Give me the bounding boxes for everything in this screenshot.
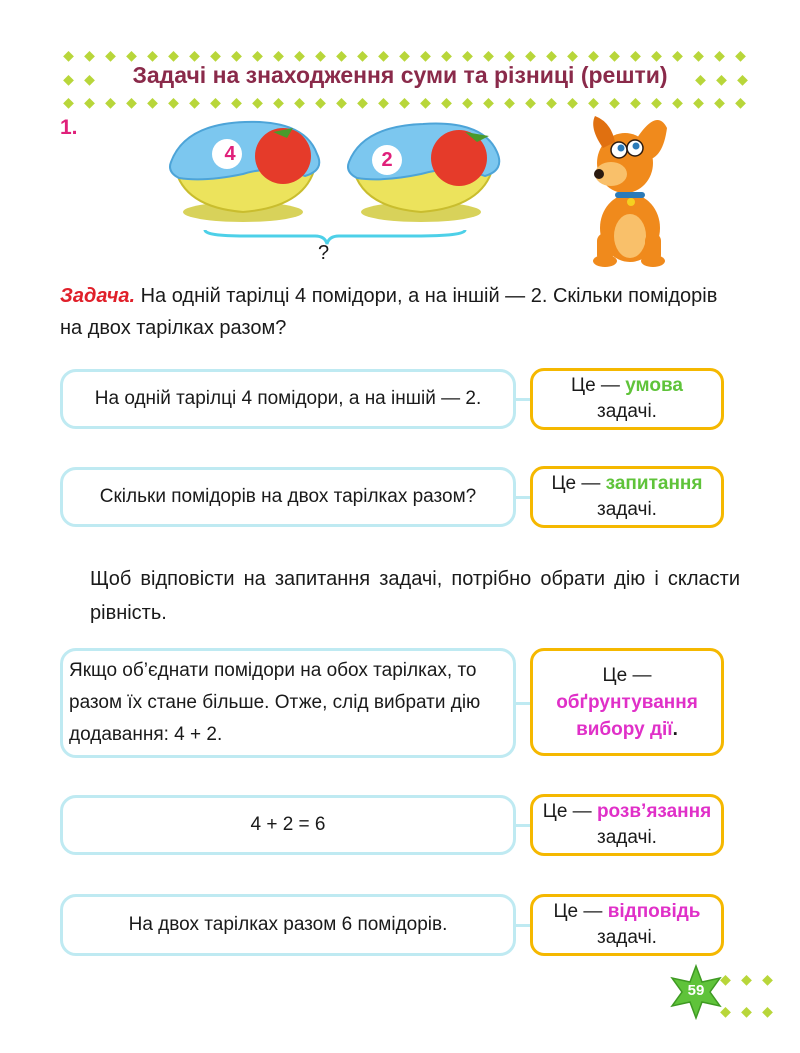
- answer-label-suffix: задачі.: [597, 927, 657, 948]
- question-keyword: запитання: [605, 473, 703, 494]
- dog-illustration: [575, 108, 675, 268]
- condition-text: На одній тарілці 4 помідори, а на іншій — 2.: [94, 388, 482, 409]
- question-label-prefix: Це —: [551, 473, 606, 494]
- question-text: Скільки помідорів на двох тарілках разом?: [99, 486, 477, 507]
- sum-brace: [205, 230, 465, 244]
- question-label-suffix: задачі.: [597, 499, 657, 520]
- answer-label-box: [530, 894, 724, 956]
- plate-2-count: 2: [381, 149, 393, 171]
- justification-label-prefix: Це —: [602, 664, 652, 686]
- answer-keyword: відповідь: [607, 901, 701, 922]
- plate-2: [348, 124, 499, 222]
- bottom-dots-row-1: ◆ ◆ ◆: [720, 971, 773, 987]
- answer-label-prefix: Це —: [553, 901, 608, 922]
- justification-label-box: [530, 648, 724, 756]
- page-number: 59: [687, 982, 705, 999]
- bottom-dots-row-2: ◆ ◆ ◆: [720, 1003, 773, 1019]
- justification-label-suffix: .: [672, 718, 678, 740]
- plate-1: [170, 122, 319, 222]
- answer-text: На двох тарілках разом 6 помідорів.: [128, 914, 448, 935]
- justification-box: [60, 648, 516, 758]
- justification-text: Якщо об’єднати помідори на обох тарілках, то разом їх стане більше. Отже, слід вибрати дію додавання: 4 + 2.: [69, 660, 481, 745]
- top-dots-row-1: ◆ ◆ ◆ ◆ ◆ ◆ ◆ ◆ ◆ ◆ ◆ ◆ ◆ ◆ ◆ ◆ ◆ ◆ ◆ ◆ ◆ ◆ ◆ ◆ ◆ ◆ ◆ ◆ ◆ ◆ ◆ ◆ ◆: [63, 47, 746, 63]
- condition-label-prefix: Це —: [571, 375, 626, 396]
- solution-label-box: [530, 794, 724, 856]
- brace-question-mark: ?: [318, 242, 330, 264]
- problem-statement: [60, 280, 740, 344]
- solution-box: [60, 795, 516, 855]
- problem-text: На одній тарілці 4 помідори, а на іншій — 2. Скільки помідорів на двох тарілках разом?: [60, 285, 718, 339]
- problem-lead: Задача.: [60, 285, 136, 307]
- top-dots-left-1: ◆ ◆: [63, 71, 95, 87]
- top-dots-row-2: ◆ ◆ ◆ ◆ ◆ ◆ ◆ ◆ ◆ ◆ ◆ ◆ ◆ ◆ ◆ ◆ ◆ ◆ ◆ ◆ ◆ ◆ ◆ ◆ ◆ ◆ ◆ ◆ ◆ ◆ ◆ ◆ ◆: [63, 94, 746, 110]
- plate-1-count: 4: [224, 143, 236, 165]
- page-title: Задачі на знаходження суми та різниці (решти): [132, 62, 668, 88]
- solution-text: 4 + 2 = 6: [250, 814, 326, 835]
- explanation-paragraph: Щоб відповісти на запитання задачі, потрібно обрати дію і скласти рівність.: [90, 568, 740, 624]
- question-box: [60, 467, 516, 527]
- condition-label-box: [530, 368, 724, 430]
- task-number: 1.: [60, 116, 78, 139]
- condition-keyword: умова: [625, 375, 683, 396]
- condition-box: [60, 369, 516, 429]
- top-dots-right-1: ◆ ◆ ◆: [695, 71, 748, 87]
- question-label-box: [530, 466, 724, 528]
- answer-box: [60, 894, 516, 956]
- plates-illustration: [165, 112, 525, 267]
- solution-keyword: розв’язання: [596, 801, 712, 822]
- justification-keyword: обґрунтування вибору дії: [556, 691, 698, 740]
- condition-label-suffix: задачі.: [597, 401, 657, 422]
- solution-label-prefix: Це —: [542, 801, 597, 822]
- solution-label-suffix: задачі.: [597, 827, 657, 848]
